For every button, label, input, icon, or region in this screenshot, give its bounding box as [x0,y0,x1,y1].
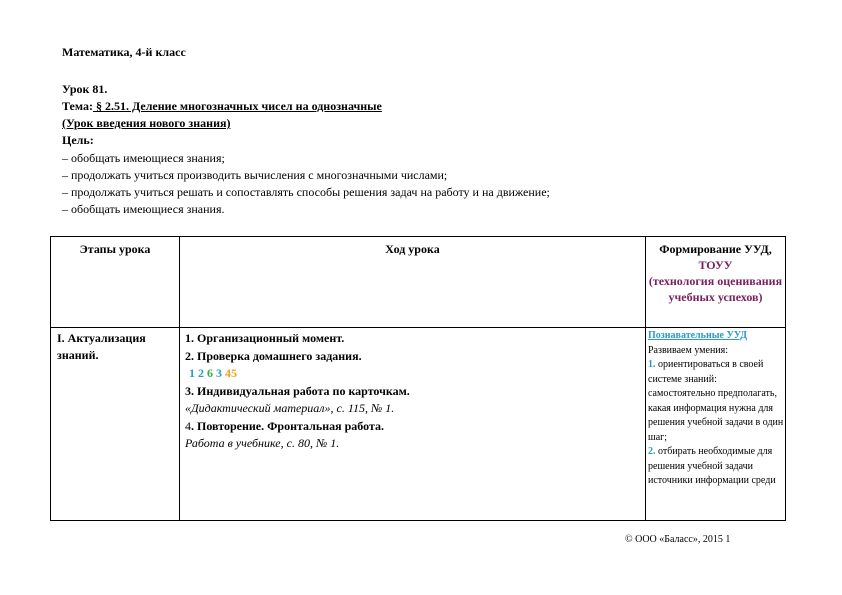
goal-item: – обобщать имеющиеся знания. [62,202,225,216]
goals-list [62,150,550,218]
homework-number: 2 [198,366,204,380]
homework-numbers [185,365,645,383]
step-2: 2. Проверка домашнего задания. [185,348,362,363]
header-stages: Этапы урока [51,237,180,328]
step-4 [185,418,645,436]
step-3-reference: «Дидактический материал», с. 115, № 1. [185,401,395,415]
lesson-number: Урок 81. [62,82,108,96]
step-1: 1. Организационный момент. [185,331,345,345]
uud-item-2 [648,445,785,489]
step-4-reference: Работа в учебнике, с. 80, № 1. [185,436,340,450]
header-course: Ход урока [180,237,646,328]
header-uud [646,237,786,328]
uud-item-1 [648,358,785,445]
table-header-row [51,237,786,328]
lesson-type: (Урок введения нового знания) [62,116,231,130]
topic-label: Тема: [62,99,93,113]
step-3: 3. Индивидуальная работа по карточкам. [185,383,410,398]
lesson-header [62,81,382,149]
homework-number: 5 [231,366,237,380]
lesson-topic [62,98,382,115]
header-touu: ТОУУ [698,258,733,272]
table-row [51,328,786,521]
homework-number: 3 [216,366,222,380]
homework-number: 4 [225,366,231,380]
step-4-number: 4 [185,418,191,433]
goal-item: – продолжать учиться производить вычисления с многозначными числами; [62,168,448,182]
lesson-table [50,236,786,521]
header-uud-label: Формирование УУД, [659,242,772,256]
header-technology: (технология оценивания учебных успехов) [648,274,783,304]
subject-title: Математика, 4-й класс [62,45,186,59]
goal-item: – продолжать учиться решать и сопоставлять способы решения задач на работу и на движение; [62,185,550,199]
topic-text: § 2.51. Деление многозначных чисел на однозначные [92,99,382,113]
stage-cell: I. Актуализация знаний. [51,328,180,521]
uud-item-text: ориентироваться в своей системе знаний: самостоятельно предполагать, какая информация нужна для решения учебной задачи в один шаг; [648,359,784,443]
goal-item: – обобщать имеющиеся знания; [62,151,225,165]
uud-cell [646,328,786,521]
homework-number: 6 [207,366,213,380]
uud-item-number: 2. [648,446,656,457]
uud-title: Познавательные УУД [648,330,748,341]
uud-item-text: отбирать необходимые для решения учебной задачи источники информации среди [648,446,776,486]
goal-label: Цель: [62,133,94,147]
step-4-text: . Повторение. Фронтальная работа. [191,418,385,433]
homework-number: 1 [189,366,195,380]
uud-item-number: 1. [648,359,656,370]
footer-copyright: © ООО «Баласс», 2015 1 [625,534,731,545]
uud-intro: Развиваем умения: [648,344,729,356]
course-cell [180,328,646,521]
